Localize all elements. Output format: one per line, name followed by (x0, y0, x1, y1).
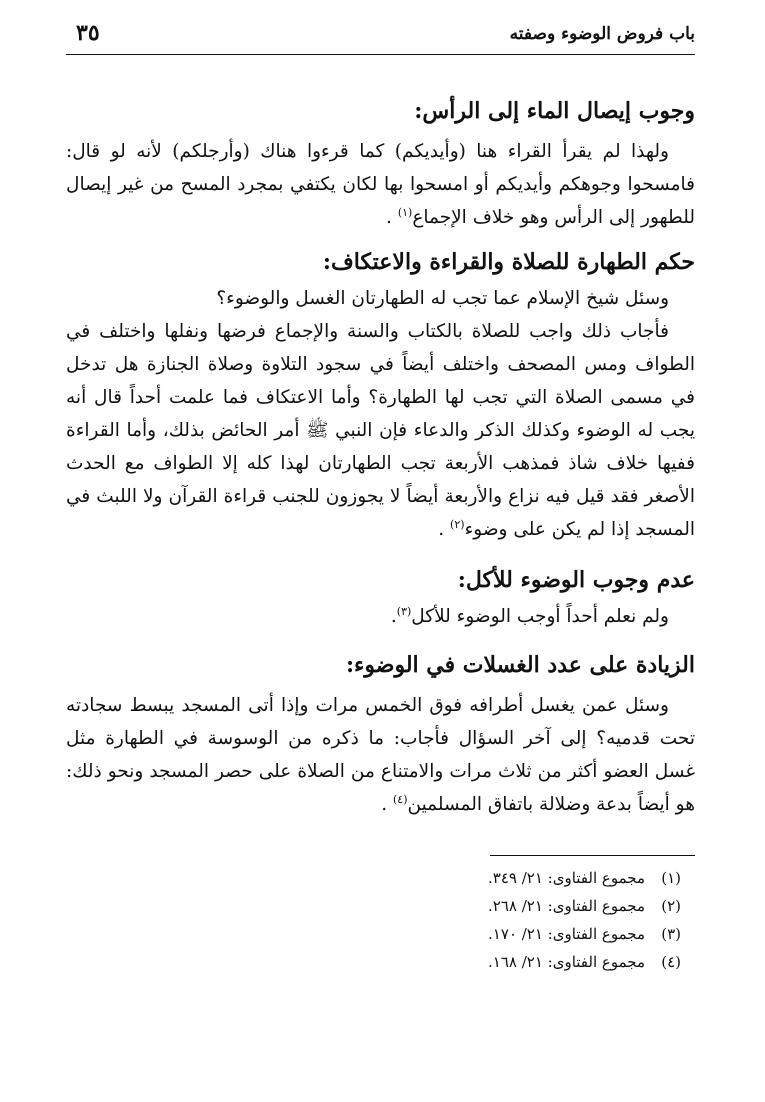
footnote-reference[interactable]: (٢) (450, 517, 465, 531)
footnote-reference[interactable]: (٤) (393, 792, 408, 806)
section-extra-washings (66, 649, 695, 821)
footnote-text: مجموع الفتاوى: ٢١/ ١٦٨. (488, 953, 645, 971)
section-heading: حكم الطهارة للصلاة والقراءة والاعتكاف: (322, 249, 695, 275)
paragraph-end: . (390, 606, 397, 627)
footnote-number: (٤) (661, 953, 681, 971)
section-purity-ruling (66, 246, 695, 546)
paragraph-text: فأجاب ذلك واجب للصلاة بالكتاب والسنة والإجماع فرضها ونفلها واختلف في الطواف ومس المصحف واختلف أيضاً في سجود التلاوة وصلاة الجنازة هل تدخل في مسمى الصلاة التي تجب لها الطهارة؟ وأما الاعتكاف فما علمت أحداً قال أنه يجب له الوضوء وكذلك الذكر والدعاء فإن النبي ﷺ أمر الحائض بذلك، وأما القراءة ففيها خلاف شاذ فمذهب الأربعة تجب الطهارتان لهذا كله إلا الطواف مع الحدث الأصغر فقد قيل فيه نزاع والأربعة أيضاً لا يجوزون للجنب قراءة القرآن ولا اللبث في المسجد إذا لم يكن على وضوء (66, 321, 695, 540)
paragraph-end: . (438, 519, 451, 540)
paragraph (66, 282, 695, 315)
footnote (66, 920, 681, 948)
footnote-reference[interactable]: (٣) (396, 604, 412, 618)
footnote (66, 948, 681, 976)
footnotes-list (66, 864, 695, 976)
footnote-number: (١) (661, 869, 681, 887)
footnote-text: مجموع الفتاوى: ٢١/ ٢٦٨. (488, 897, 645, 915)
paragraph-text: ولم نعلم أحداً أوجب الوضوء للأكل (411, 606, 669, 627)
footnote (66, 864, 681, 892)
footnote-number: (٣) (661, 925, 681, 943)
paragraph-end: . (381, 794, 393, 815)
section-head-wiping (66, 95, 695, 234)
paragraph (66, 689, 695, 821)
paragraph-text: ولهذا لم يقرأ القراء هنا (وأيديكم) كما قرءوا هناك (وأرجلكم) لأنه لو قال: فامسحوا وجوهكم وأيديكم أو امسحوا بها لكان يكتفي بمجرد المسح من غير إيصال للطهور إلى الرأس وهو خلاف الإجماع (66, 141, 695, 228)
running-header (66, 14, 695, 55)
paragraph (66, 135, 695, 234)
footnote-number: (٢) (661, 897, 681, 915)
paragraph (66, 600, 695, 633)
paragraph-end: . (386, 207, 398, 228)
section-heading: عدم وجوب الوضوء للأكل: (457, 567, 695, 593)
book-page (66, 14, 695, 1102)
footnote (66, 892, 681, 920)
footnote-reference[interactable]: (١) (397, 205, 413, 219)
running-title: باب فروض الوضوء وصفته (509, 24, 695, 44)
section-heading: وجوب إيصال الماء إلى الرأس: (414, 98, 695, 124)
section-eating (66, 564, 695, 633)
footnote-divider (490, 855, 695, 856)
paragraph-text: وسئل عمن يغسل أطرافه فوق الخمس مرات وإذا أتى المسجد يبسط سجادته تحت قدميه؟ إلى آخر السؤال فأجاب: ما ذكره من الوسوسة في الطهارة مثل غسل العضو أكثر من ثلاث مرات والامتناع من الصلاة على حصر المسجد ونحو ذلك: هو أيضاً بدعة وضلالة باتفاق المسلمين (66, 695, 695, 815)
paragraph-text: وسئل شيخ الإسلام عما تجب له الطهارتان الغسل والوضوء؟ (216, 288, 669, 309)
page-number: ٣٥ (76, 20, 100, 46)
section-heading: الزيادة على عدد الغسلات في الوضوء: (345, 652, 695, 678)
footnote-text: مجموع الفتاوى: ٢١/ ٣٤٩. (488, 869, 645, 887)
footnote-text: مجموع الفتاوى: ٢١/ ١٧٠. (488, 925, 645, 943)
paragraph (66, 315, 695, 546)
